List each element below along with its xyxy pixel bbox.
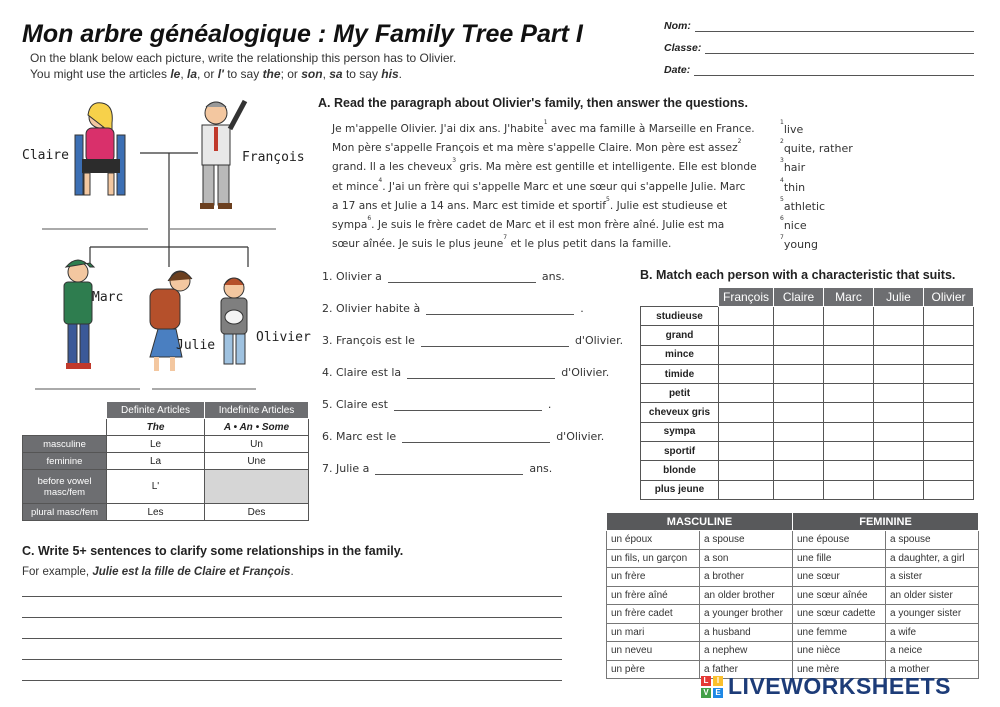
match-cell[interactable]: [924, 461, 974, 480]
paragraph-line: Je m'appelle Olivier. J'ai dix ans. J'habite$^1$ avec ma famille à Marseille en France.: [332, 119, 755, 135]
claire-figure: [75, 103, 125, 195]
question-5: 5. Claire est .: [322, 398, 552, 411]
table-row: grand: [641, 326, 974, 345]
glossary-item: $^7$young: [780, 234, 818, 252]
match-cell[interactable]: [824, 345, 874, 364]
table-row: un époux a spouse une épouse a spouse: [607, 531, 979, 550]
match-cell[interactable]: [774, 480, 824, 499]
match-cell[interactable]: [719, 307, 774, 326]
paragraph-line: sœur aînée. Je suis le plus jeune$^7$ et le plus petit dans la famille.: [332, 234, 672, 251]
paragraph: [332, 120, 772, 254]
table-row: un fils, un garçon a son une fille a daughter, a girl: [607, 549, 979, 568]
match-cell[interactable]: [719, 345, 774, 364]
answer-blank-7[interactable]: [375, 464, 523, 475]
instructions-line-1: On the blank below each picture, write the relationship this person has to Olivier.: [30, 51, 457, 65]
class-label: Classe:: [664, 42, 702, 54]
match-cell[interactable]: [824, 422, 874, 441]
match-cell[interactable]: [874, 461, 924, 480]
table-row: timide: [641, 364, 974, 383]
question-7: 7. Julie a ans.: [322, 462, 553, 475]
col-header: Marc: [824, 288, 874, 307]
match-cell[interactable]: [824, 480, 874, 499]
match-cell[interactable]: [924, 364, 974, 383]
logo-text: LIVEWORKSHEETS: [728, 673, 951, 699]
date-label: Date:: [664, 64, 691, 76]
feminine-header: FEMININE: [793, 513, 979, 531]
match-cell[interactable]: [719, 480, 774, 499]
match-cell[interactable]: [874, 326, 924, 345]
match-cell[interactable]: [924, 422, 974, 441]
table-row: un frère cadet a younger brother une sœur cadette a younger sister: [607, 605, 979, 624]
table-row: cheveux gris: [641, 403, 974, 422]
marc-answer-blank[interactable]: [35, 385, 141, 393]
answer-blank-3[interactable]: [421, 336, 569, 347]
match-cell[interactable]: [874, 364, 924, 383]
match-cell[interactable]: [824, 326, 874, 345]
question-1: 1. Olivier a ans.: [322, 270, 565, 283]
match-cell[interactable]: [774, 307, 824, 326]
match-cell[interactable]: [774, 384, 824, 403]
glossary: [780, 120, 853, 254]
col-header: Olivier: [924, 288, 974, 307]
francois-figure: [200, 101, 245, 209]
julie-label: Julie: [176, 338, 216, 353]
glossary-item: $^2$quite, rather: [780, 138, 853, 156]
writing-line[interactable]: [22, 617, 562, 618]
section-c-heading: C. Write 5+ sentences to clarify some relationships in the family.: [22, 544, 404, 558]
articles-table: Definite Articles Indefinite Articles The A • An • Some masculine Le Un feminine La Une before vowel masc/fem L' plural masc/fem Les Des: [22, 401, 309, 521]
match-cell[interactable]: [719, 461, 774, 480]
match-cell[interactable]: [774, 422, 824, 441]
answer-blank-4[interactable]: [407, 368, 555, 379]
section-a-heading: A. Read the paragraph about Olivier's family, then answer the questions.: [318, 96, 748, 110]
col-header: Claire: [774, 288, 824, 307]
table-row: plus jeune: [641, 480, 974, 499]
table-row: feminine La Une: [23, 453, 309, 470]
class-field[interactable]: [664, 42, 974, 54]
name-field[interactable]: [664, 20, 974, 32]
match-cell[interactable]: [824, 461, 874, 480]
table-row: sympa: [641, 422, 974, 441]
glossary-item: $^1$live: [780, 119, 804, 136]
col-header: François: [719, 288, 774, 307]
match-cell[interactable]: [874, 384, 924, 403]
table-row: studieuse: [641, 307, 974, 326]
match-cell[interactable]: [874, 442, 924, 461]
section-c-example: For example, Julie est la fille de Claire et François.: [22, 566, 294, 578]
match-cell[interactable]: [874, 403, 924, 422]
match-cell[interactable]: [824, 364, 874, 383]
answer-blank-1[interactable]: [388, 272, 536, 283]
liveworksheets-logo[interactable]: [700, 673, 951, 700]
table-row: un neveu a nephew une nièce a neice: [607, 642, 979, 661]
francois-answer-blank[interactable]: [170, 226, 276, 234]
date-field[interactable]: [664, 64, 974, 76]
table-row: mince: [641, 345, 974, 364]
writing-line[interactable]: [22, 659, 562, 660]
indefinite-header: Indefinite Articles: [205, 402, 309, 419]
olivier-label: Olivier: [256, 330, 311, 345]
match-cell[interactable]: [774, 345, 824, 364]
match-cell[interactable]: [719, 403, 774, 422]
table-row: masculine Le Un: [23, 436, 309, 453]
match-cell[interactable]: [924, 442, 974, 461]
name-label: Nom:: [664, 20, 691, 32]
claire-label: Claire: [22, 148, 69, 163]
match-cell[interactable]: [874, 307, 924, 326]
marc-figure: [64, 260, 94, 369]
table-row: un mari a husband une femme a wife: [607, 623, 979, 642]
match-cell[interactable]: [874, 480, 924, 499]
francois-label: François: [242, 150, 305, 165]
match-cell[interactable]: [924, 326, 974, 345]
match-cell[interactable]: [774, 442, 824, 461]
paragraph-line: grand. Il a les cheveux$^3$ gris. Ma mère est gentille et intelligente. Elle est blonde: [332, 157, 757, 174]
answer-blank-2[interactable]: [426, 304, 574, 315]
question-3: 3. François est le d'Olivier.: [322, 334, 624, 347]
match-cell[interactable]: [774, 403, 824, 422]
table-row: petit: [641, 384, 974, 403]
julie-answer-blank[interactable]: [152, 385, 258, 393]
answer-blank-6[interactable]: [402, 432, 550, 443]
glossary-item: $^6$nice: [780, 214, 807, 232]
table-row: sportif: [641, 442, 974, 461]
writing-line[interactable]: [22, 680, 562, 681]
match-cell[interactable]: [824, 307, 874, 326]
question-6: 6. Marc est le d'Olivier.: [322, 430, 605, 443]
instructions: [30, 50, 456, 82]
match-cell[interactable]: [924, 480, 974, 499]
writing-line[interactable]: [22, 596, 562, 597]
paragraph-line: a 17 ans et Julie a 14 ans. Marc est timide et sportif$^5$. Julie est studieuse et: [332, 195, 728, 212]
family-tree-illustration: [20, 95, 315, 400]
match-cell[interactable]: [824, 403, 874, 422]
marc-label: Marc: [92, 290, 124, 305]
match-cell[interactable]: [924, 345, 974, 364]
match-cell[interactable]: [719, 384, 774, 403]
glossary-item: $^3$hair: [780, 157, 806, 175]
instructions-line-2: You might use the articles le, la, or l' to say the; or son, sa to say his.: [30, 67, 402, 81]
glossary-item: $^5$athletic: [780, 195, 826, 213]
page-title: Mon arbre généalogique : My Family Tree Part I: [22, 20, 583, 48]
match-cell[interactable]: [924, 403, 974, 422]
match-table: [640, 287, 974, 500]
writing-line[interactable]: [22, 638, 562, 639]
match-cell[interactable]: [719, 326, 774, 345]
section-b-heading: B. Match each person with a characteristic that suits.: [640, 268, 956, 282]
match-cell[interactable]: [719, 442, 774, 461]
definite-header: Definite Articles: [107, 402, 205, 419]
claire-answer-blank[interactable]: [42, 226, 148, 234]
match-cell[interactable]: [924, 384, 974, 403]
table-row: un frère aîné an older brother une sœur aînée an older sister: [607, 586, 979, 605]
match-cell[interactable]: [874, 345, 924, 364]
paragraph-line: et mince$^4$. J'ai un frère qui s'appelle Marc et une sœur qui s'appelle Julie. Marc: [332, 176, 746, 193]
logo-icon: L I V E: [700, 675, 724, 699]
paragraph-line: sympa$^6$. Je suis le frère cadet de Marc et il est mon frère aîné. Julie est ma: [332, 214, 725, 231]
masculine-header: MASCULINE: [607, 513, 793, 531]
table-row: un frère a brother une sœur a sister: [607, 568, 979, 587]
question-2: 2. Olivier habite à .: [322, 302, 584, 315]
glossary-item: $^4$thin: [780, 176, 806, 194]
table-row: plural masc/fem Les Des: [23, 504, 309, 521]
match-cell[interactable]: [824, 384, 874, 403]
table-row: before vowel masc/fem L': [23, 470, 309, 504]
table-row: blonde: [641, 461, 974, 480]
match-cell[interactable]: [874, 422, 924, 441]
table-row: un père a father une mère a mother: [607, 660, 979, 679]
olivier-figure: [221, 278, 247, 364]
col-header: Julie: [874, 288, 924, 307]
paragraph-line: Mon père s'appelle François et ma mère s'appelle Claire. Mon père est assez$^2$: [332, 138, 742, 155]
match-cell[interactable]: [719, 364, 774, 383]
match-cell[interactable]: [774, 364, 824, 383]
answer-blank-5[interactable]: [394, 400, 542, 411]
match-cell[interactable]: [824, 442, 874, 461]
match-cell[interactable]: [774, 461, 824, 480]
vocab-table: [606, 512, 979, 679]
match-cell[interactable]: [774, 326, 824, 345]
match-cell[interactable]: [719, 422, 774, 441]
match-cell[interactable]: [924, 307, 974, 326]
julie-figure: [150, 271, 192, 371]
question-4: 4. Claire est la d'Olivier.: [322, 366, 610, 379]
